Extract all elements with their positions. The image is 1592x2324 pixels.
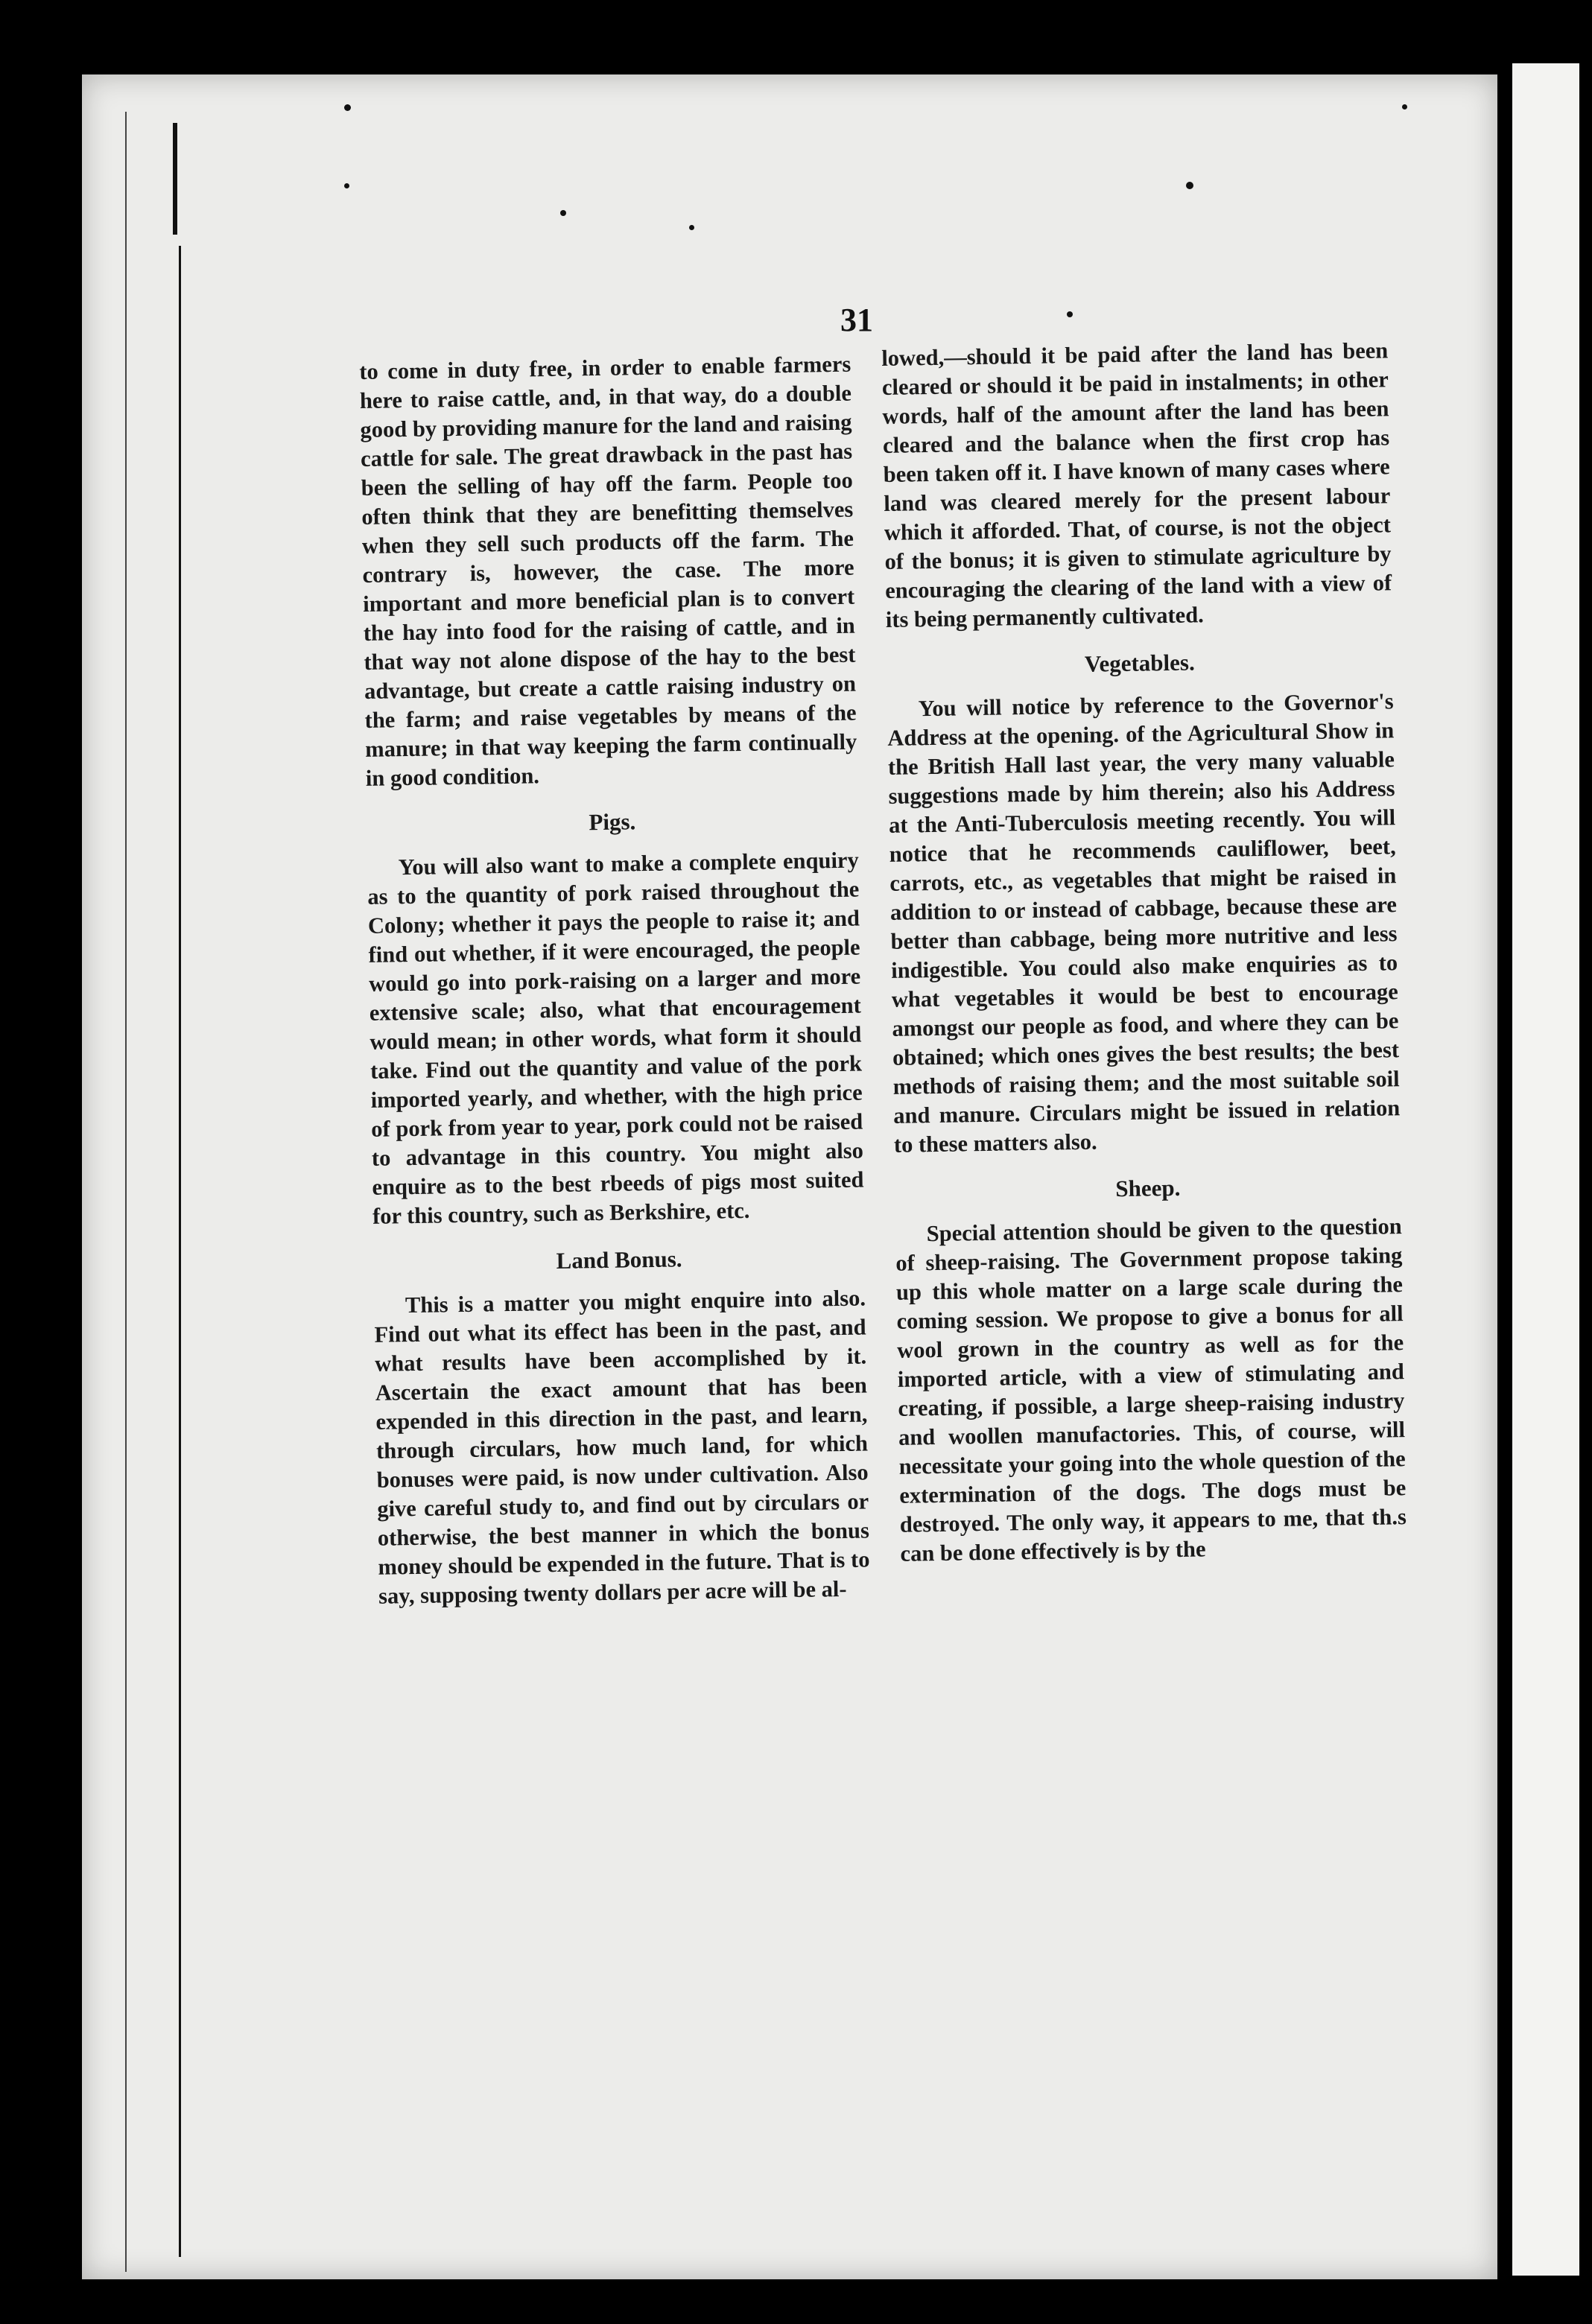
left-text-column (359, 350, 870, 1611)
scan-speck (344, 104, 351, 111)
body-paragraph: You will also want to make a complete enquiry as to the quantity of pork raised throughout the Colony; whether it pays the people to raise it; and find out whether, if it were encouraged, the people would go into pork-raising on a larger and more extensive scale; also, what that encouragement would mean; in other words, what form it should take. Find out the quantity and value of the pork imported yearly, and whether, with the high price of pork from year to year, pork could not be raised to advantage in this country. You might also enquire as to the best rbeeds of pigs most suited for this country, such as Berkshire, etc. (367, 847, 864, 1229)
binding-edge-line (179, 246, 181, 2257)
body-paragraph: You will notice by reference to the Governor's Address at the opening. of the Agricultural Show in the British Hall last year, the very many valuable suggestions made by him therein; also his Address at the Anti-Tuberculosis meeting recently. You will notice that he recommends cauliflower, beet, carrots, etc., as vegetables that might be raised in addition to or instead of cabbage, because these are better than cabbage, being more nutritive and less indigestible. You could also make enquiries as to what vegetables it would be best to encourage amongst our people as food, and where they can be obtained; which ones gives the best results; the best methods of raising them; and the most suitable soil and manure. Circulars might be issued in relation to these matters also. (887, 688, 1401, 1158)
section-heading-pigs: Pigs. (589, 808, 636, 836)
body-paragraph: This is a matter you might enquire into also. Find out what its effect has been in the past, and what results have been accomplished by it. Ascertain the exact amount that has been expended in this direction in the past, and learn, through circulars, how much land, for which bonuses were paid, is now under cultivation. Also give careful study to, and find out by circulars or otherwise, the best manner in which the bonus money should be expended in the future. That is to say, supposing twenty dollars per acre will be al- (374, 1285, 870, 1609)
body-paragraph: Special attention should be given to the question of sheep-raising. The Government propose taking up this whole matter on a large scale during the coming session. We propose to give a bonus for all wool grown in the country as well as for the imported article, with a view of stimulating and creating, if possible, a large sheep-raising industry and woollen manufactories. This, of course, will necessitate your going into the whole question of the extermination of the dogs. The dogs must be destroyed. The only way, it appears to me, that th.s can be done effectively is by the (895, 1213, 1407, 1566)
section-heading-land-bonus: Land Bonus. (556, 1245, 682, 1274)
body-paragraph: lowed,—should it be paid after the land has been cleared or should it be paid in instalments; in other words, half of the amount after the land has been cleared and the balance when the first crop has been taken off it. I have known of many cases where land was cleared merely for the present labour which it afforded. That, of course, is not the object of the bonus; it is given to stimulate agriculture by encouraging the clearing of the land with a view of its being permanently cultivated. (881, 337, 1392, 632)
body-paragraph: to come in duty free, in order to enable farmers here to raise cattle, and, in that way, do a double good by providing manure for the land and raising cattle for sale. The great drawback in the past has been the selling of hay off the farm. People too often think that they are benefitting themselves when they sell such products off the farm. The contrary is, however, the case. The more important and more beneficial plan is to convert the hay into food for the raising of cattle, and in that way not alone dispose of the hay to the best advantage, but create a cattle raising industry on the farm; and raise vegetables by means of the manure; in that way keeping the farm continually in good condition. (359, 351, 857, 791)
scan-speck (689, 225, 694, 230)
right-text-column (881, 336, 1407, 1568)
section-heading-vegetables: Vegetables. (1084, 649, 1195, 677)
scan-speck (1067, 311, 1073, 317)
adjacent-page-edge (1512, 63, 1579, 2276)
binding-edge-line (173, 123, 177, 235)
page-number: 31 (840, 302, 873, 338)
section-heading-sheep: Sheep. (1115, 1174, 1181, 1202)
scan-speck (344, 183, 349, 188)
scan-speck (1186, 182, 1193, 189)
scan-speck (1402, 104, 1407, 109)
scan-speck (560, 210, 566, 216)
binding-edge-line (125, 112, 127, 2272)
